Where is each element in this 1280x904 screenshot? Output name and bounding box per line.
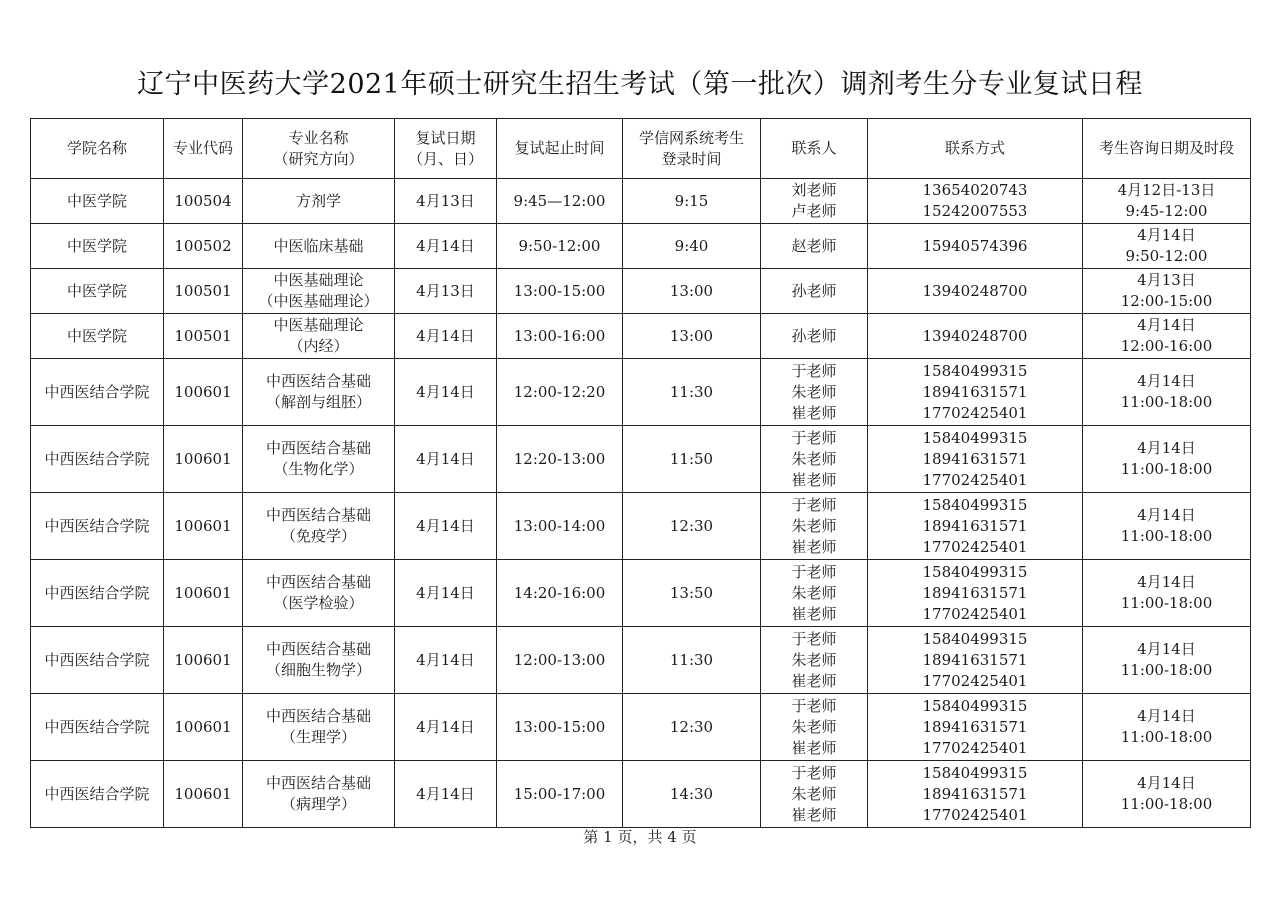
header-date	[395, 119, 497, 179]
major-cell-line: 中西医结合基础	[265, 774, 371, 792]
phone-cell-line: 18941631571	[922, 382, 1028, 401]
phone-cell	[868, 179, 1083, 224]
table-row	[31, 224, 1251, 269]
contact-cell	[761, 359, 868, 426]
contact-cell-line: 崔老师	[791, 671, 837, 690]
major-cell	[243, 694, 395, 761]
table-row	[31, 761, 1251, 828]
contact-cell	[761, 269, 868, 314]
contact-cell	[761, 761, 868, 828]
phone-cell-line: 15840499315	[922, 696, 1028, 715]
contact-cell-line: 朱老师	[791, 382, 837, 401]
code-cell: 100601	[164, 694, 243, 761]
major-cell-line: （病理学）	[280, 795, 356, 813]
date-cell: 4月14日	[395, 314, 497, 359]
consult-cell	[1083, 224, 1251, 269]
college-cell: 中西医结合学院	[31, 426, 164, 493]
major-cell	[243, 224, 395, 269]
date-cell: 4月14日	[395, 560, 497, 627]
page-title: 辽宁中医药大学2021年硕士研究生招生考试（第一批次）调剂考生分专业复试日程	[137, 69, 1143, 100]
major-cell-line: （生物化学）	[273, 460, 364, 478]
consult-cell	[1083, 269, 1251, 314]
phone-cell-line: 17702425401	[922, 470, 1028, 489]
contact-cell-line: 朱老师	[791, 516, 837, 535]
phone-cell-line: 18941631571	[922, 583, 1028, 602]
phone-cell-line: 17702425401	[922, 403, 1028, 422]
major-cell-line: 中西医结合基础	[265, 640, 371, 658]
contact-cell	[761, 694, 868, 761]
contact-cell	[761, 426, 868, 493]
contact-cell-line: 于老师	[791, 562, 837, 581]
consult-cell	[1083, 179, 1251, 224]
consult-cell-line: 11:00-18:00	[1120, 728, 1213, 746]
time-cell: 14:20-16:00	[497, 560, 623, 627]
major-cell	[243, 359, 395, 426]
consult-cell-line: 11:00-18:00	[1120, 661, 1213, 679]
code-cell: 100601	[164, 560, 243, 627]
major-cell-line: 中西医结合基础	[265, 573, 371, 591]
table-body	[31, 179, 1251, 828]
code-cell: 100601	[164, 761, 243, 828]
consult-cell-line: 12:00-16:00	[1120, 337, 1213, 355]
time-cell: 15:00-17:00	[497, 761, 623, 828]
college-cell: 中医学院	[31, 179, 164, 224]
contact-cell-line: 崔老师	[791, 403, 837, 422]
login-cell: 13:00	[623, 269, 761, 314]
contact-cell	[761, 224, 868, 269]
consult-cell	[1083, 314, 1251, 359]
table-row	[31, 359, 1251, 426]
contact-cell	[761, 560, 868, 627]
major-cell-line: （中医基础理论）	[258, 292, 379, 310]
college-cell: 中西医结合学院	[31, 560, 164, 627]
login-cell: 11:30	[623, 359, 761, 426]
code-cell: 100601	[164, 426, 243, 493]
header-code: 专业代码	[164, 119, 243, 179]
major-cell-line: 中医基础理论	[273, 271, 364, 289]
phone-cell	[868, 627, 1083, 694]
login-cell: 11:30	[623, 627, 761, 694]
header-login-line2: 登录时间	[661, 149, 722, 168]
date-cell: 4月14日	[395, 359, 497, 426]
header-major-line1: 专业名称	[288, 128, 349, 147]
college-cell: 中西医结合学院	[31, 761, 164, 828]
major-cell-line: 中西医结合基础	[265, 707, 371, 725]
contact-cell	[761, 314, 868, 359]
header-phone: 联系方式	[868, 119, 1083, 179]
phone-cell	[868, 493, 1083, 560]
phone-cell-line: 15840499315	[922, 562, 1028, 581]
page-footer: 第 1 页，共 4 页	[583, 828, 697, 846]
consult-cell	[1083, 359, 1251, 426]
consult-cell-line: 4月14日	[1137, 573, 1196, 591]
time-cell: 12:00-13:00	[497, 627, 623, 694]
major-cell	[243, 426, 395, 493]
contact-cell	[761, 493, 868, 560]
phone-cell-line: 18941631571	[922, 784, 1028, 803]
time-cell: 12:00-12:20	[497, 359, 623, 426]
college-cell: 中医学院	[31, 269, 164, 314]
code-cell: 100504	[164, 179, 243, 224]
contact-cell-line: 崔老师	[791, 470, 837, 489]
header-college: 学院名称	[31, 119, 164, 179]
header-consult: 考生咨询日期及时段	[1083, 119, 1251, 179]
consult-cell-line: 4月14日	[1137, 316, 1196, 334]
phone-cell-line: 15840499315	[922, 495, 1028, 514]
schedule-table	[30, 118, 1251, 828]
date-cell: 4月14日	[395, 493, 497, 560]
major-cell	[243, 269, 395, 314]
phone-cell-line: 13940248700	[922, 326, 1028, 345]
time-cell: 9:50-12:00	[497, 224, 623, 269]
date-cell: 4月14日	[395, 224, 497, 269]
major-cell	[243, 627, 395, 694]
contact-cell-line: 于老师	[791, 495, 837, 514]
table-row	[31, 179, 1251, 224]
contact-cell-line: 朱老师	[791, 650, 837, 669]
contact-cell-line: 崔老师	[791, 805, 837, 824]
table-row	[31, 314, 1251, 359]
code-cell: 100501	[164, 269, 243, 314]
login-cell: 9:40	[623, 224, 761, 269]
phone-cell-line: 18941631571	[922, 717, 1028, 736]
contact-cell-line: 卢老师	[791, 202, 837, 220]
consult-cell-line: 11:00-18:00	[1120, 795, 1213, 813]
code-cell: 100601	[164, 627, 243, 694]
contact-cell-line: 于老师	[791, 361, 837, 380]
consult-cell-line: 4月14日	[1137, 774, 1196, 792]
consult-cell-line: 11:00-18:00	[1120, 527, 1213, 545]
time-cell: 13:00-16:00	[497, 314, 623, 359]
major-cell-line: （免疫学）	[280, 527, 356, 545]
phone-cell-line: 17702425401	[922, 537, 1028, 556]
contact-cell	[761, 627, 868, 694]
contact-cell-line: 于老师	[791, 696, 837, 715]
date-cell: 4月14日	[395, 627, 497, 694]
table-row	[31, 426, 1251, 493]
consult-cell-line: 4月12日-13日	[1117, 181, 1216, 199]
phone-cell	[868, 426, 1083, 493]
time-cell: 12:20-13:00	[497, 426, 623, 493]
date-cell: 4月14日	[395, 694, 497, 761]
phone-cell-line: 17702425401	[922, 671, 1028, 690]
date-cell: 4月14日	[395, 426, 497, 493]
phone-cell-line: 17702425401	[922, 604, 1028, 623]
consult-cell-line: 4月13日	[1137, 271, 1196, 289]
time-cell: 13:00-15:00	[497, 694, 623, 761]
college-cell: 中西医结合学院	[31, 493, 164, 560]
table-row	[31, 627, 1251, 694]
contact-cell-line: 崔老师	[791, 537, 837, 556]
consult-cell-line: 11:00-18:00	[1120, 393, 1213, 411]
phone-cell	[868, 314, 1083, 359]
login-cell: 14:30	[623, 761, 761, 828]
consult-cell-line: 4月14日	[1137, 506, 1196, 524]
major-cell-line: （生理学）	[280, 728, 356, 746]
header-contact: 联系人	[761, 119, 868, 179]
major-cell-line: 中西医结合基础	[265, 506, 371, 524]
major-cell	[243, 493, 395, 560]
phone-cell-line: 13654020743	[922, 181, 1028, 199]
consult-cell	[1083, 560, 1251, 627]
major-cell	[243, 314, 395, 359]
consult-cell-line: 12:00-15:00	[1120, 292, 1213, 310]
major-cell-line: （解剖与组胚）	[265, 393, 371, 411]
phone-cell	[868, 224, 1083, 269]
contact-cell-line: 朱老师	[791, 784, 837, 803]
consult-cell-line: 4月14日	[1137, 226, 1196, 244]
header-date-line1: 复试日期	[415, 128, 476, 147]
time-cell: 13:00-15:00	[497, 269, 623, 314]
phone-cell	[868, 269, 1083, 314]
consult-cell-line: 9:45-12:00	[1125, 202, 1208, 220]
major-cell-line: 方剂学	[295, 191, 341, 210]
contact-cell-line: 朱老师	[791, 449, 837, 468]
college-cell: 中西医结合学院	[31, 694, 164, 761]
consult-cell	[1083, 426, 1251, 493]
contact-cell-line: 崔老师	[791, 738, 837, 757]
phone-cell	[868, 694, 1083, 761]
consult-cell-line: 9:50-12:00	[1125, 247, 1208, 265]
phone-cell	[868, 359, 1083, 426]
college-cell: 中西医结合学院	[31, 359, 164, 426]
consult-cell-line: 4月14日	[1137, 707, 1196, 725]
major-cell-line: 中西医结合基础	[265, 439, 371, 457]
contact-cell-line: 刘老师	[791, 181, 837, 199]
contact-cell	[761, 179, 868, 224]
consult-cell	[1083, 627, 1251, 694]
contact-cell-line: 于老师	[791, 629, 837, 648]
phone-cell	[868, 761, 1083, 828]
phone-cell-line: 15840499315	[922, 428, 1028, 447]
consult-cell	[1083, 493, 1251, 560]
code-cell: 100601	[164, 493, 243, 560]
major-cell	[243, 761, 395, 828]
contact-cell-line: 于老师	[791, 763, 837, 782]
contact-cell-line: 赵老师	[791, 236, 837, 255]
college-cell: 中西医结合学院	[31, 627, 164, 694]
contact-cell-line: 朱老师	[791, 583, 837, 602]
table-header-row	[31, 119, 1251, 179]
major-cell-line: 中西医结合基础	[265, 372, 371, 390]
login-cell: 11:50	[623, 426, 761, 493]
table-row	[31, 694, 1251, 761]
time-cell: 9:45—12:00	[497, 179, 623, 224]
header-major	[243, 119, 395, 179]
header-login	[623, 119, 761, 179]
login-cell: 12:30	[623, 493, 761, 560]
login-cell: 12:30	[623, 694, 761, 761]
major-cell-line: 中医基础理论	[273, 316, 364, 334]
major-cell-line: （细胞生物学）	[265, 661, 371, 679]
date-cell: 4月14日	[395, 761, 497, 828]
contact-cell-line: 崔老师	[791, 604, 837, 623]
table-row	[31, 493, 1251, 560]
time-cell: 13:00-14:00	[497, 493, 623, 560]
phone-cell-line: 17702425401	[922, 805, 1028, 824]
header-login-line1: 学信网系统考生	[638, 128, 744, 147]
phone-cell-line: 15840499315	[922, 361, 1028, 380]
major-cell-line: （内经）	[288, 337, 349, 355]
phone-cell-line: 18941631571	[922, 516, 1028, 535]
phone-cell-line: 15242007553	[922, 202, 1028, 220]
date-cell: 4月13日	[395, 269, 497, 314]
login-cell: 13:50	[623, 560, 761, 627]
phone-cell-line: 17702425401	[922, 738, 1028, 757]
login-cell: 13:00	[623, 314, 761, 359]
phone-cell-line: 15940574396	[922, 236, 1028, 255]
login-cell: 9:15	[623, 179, 761, 224]
header-time: 复试起止时间	[497, 119, 623, 179]
major-cell	[243, 179, 395, 224]
contact-cell-line: 孙老师	[791, 281, 837, 300]
header-major-line2: （研究方向）	[273, 149, 364, 168]
header-date-line2: （月、日）	[407, 149, 483, 168]
major-cell	[243, 560, 395, 627]
phone-cell-line: 18941631571	[922, 449, 1028, 468]
date-cell: 4月13日	[395, 179, 497, 224]
phone-cell-line: 13940248700	[922, 281, 1028, 300]
phone-cell-line: 15840499315	[922, 629, 1028, 648]
table-row	[31, 269, 1251, 314]
phone-cell-line: 18941631571	[922, 650, 1028, 669]
contact-cell-line: 于老师	[791, 428, 837, 447]
consult-cell-line: 11:00-18:00	[1120, 460, 1213, 478]
consult-cell-line: 4月14日	[1137, 372, 1196, 390]
consult-cell-line: 11:00-18:00	[1120, 594, 1213, 612]
major-cell-line: （医学检验）	[273, 594, 364, 612]
consult-cell-line: 4月14日	[1137, 439, 1196, 457]
major-cell-line: 中医临床基础	[273, 236, 364, 255]
consult-cell	[1083, 761, 1251, 828]
code-cell: 100601	[164, 359, 243, 426]
code-cell: 100502	[164, 224, 243, 269]
college-cell: 中医学院	[31, 224, 164, 269]
college-cell: 中医学院	[31, 314, 164, 359]
consult-cell	[1083, 694, 1251, 761]
table-row	[31, 560, 1251, 627]
phone-cell-line: 15840499315	[922, 763, 1028, 782]
code-cell: 100501	[164, 314, 243, 359]
phone-cell	[868, 560, 1083, 627]
contact-cell-line: 孙老师	[791, 326, 837, 345]
contact-cell-line: 朱老师	[791, 717, 837, 736]
consult-cell-line: 4月14日	[1137, 640, 1196, 658]
